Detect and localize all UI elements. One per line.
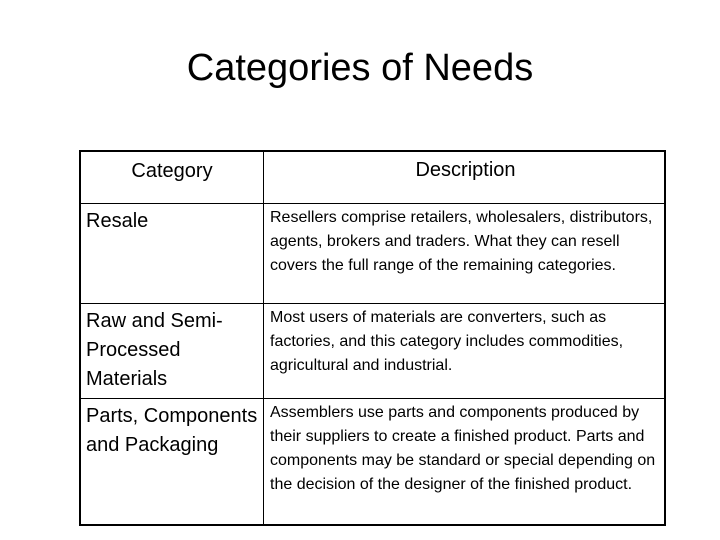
row-description-resale: Resellers comprise retailers, wholesalers, distributors, agents, brokers and traders. What they can resell covers the full range of the remaining categories. — [270, 209, 653, 274]
slide-title: Categories of Needs — [186, 47, 534, 89]
header-description: Description — [415, 159, 516, 181]
categories-table — [79, 150, 666, 526]
row-description-raw-materials: Most users of materials are converters, such as factories, and this category includes commodities, agricultural and industrial. — [270, 309, 624, 374]
table-header-row — [81, 152, 664, 204]
row-category-parts: Parts, Components and Packaging — [86, 405, 258, 456]
header-category: Category — [131, 160, 213, 182]
row-category-raw-materials: Raw and Semi-Processed Materials — [86, 310, 223, 390]
table-row — [81, 304, 664, 399]
table-row — [81, 399, 664, 525]
row-description-parts: Assemblers use parts and components produced by their suppliers to create a finished product. Parts and components may be standard or special depending on the decision of the designer of the finished product. — [270, 404, 656, 493]
row-category-resale: Resale — [86, 210, 149, 232]
table-row — [81, 204, 664, 304]
